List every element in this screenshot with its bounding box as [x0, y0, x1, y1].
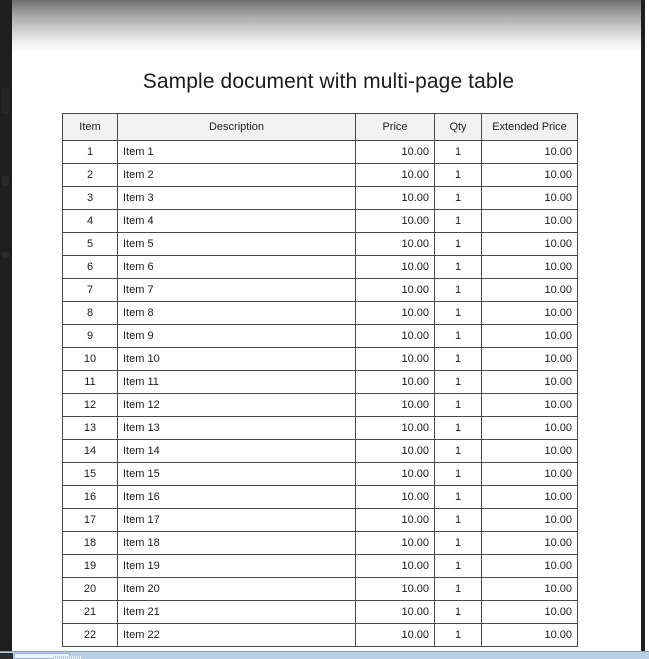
- cell-qty: 1: [435, 463, 482, 486]
- cell-price: 10.00: [356, 624, 435, 647]
- cell-qty: 1: [435, 486, 482, 509]
- taskbar-window-button[interactable]: [14, 653, 70, 659]
- cell-description: Item 7: [118, 279, 356, 302]
- rail-mark-icon: [2, 176, 9, 186]
- cell-extended_price: 10.00: [482, 601, 578, 624]
- column-header-price: Price: [356, 114, 435, 141]
- cell-description: Item 15: [118, 463, 356, 486]
- multi-page-table: [62, 113, 578, 647]
- cell-description: Item 19: [118, 555, 356, 578]
- cell-extended_price: 10.00: [482, 624, 578, 647]
- cell-description: Item 1: [118, 141, 356, 164]
- cell-extended_price: 10.00: [482, 164, 578, 187]
- cell-qty: 1: [435, 279, 482, 302]
- start-button[interactable]: [0, 653, 13, 659]
- cell-qty: 1: [435, 417, 482, 440]
- table-row: [63, 279, 578, 302]
- cell-item: 7: [63, 279, 118, 302]
- cell-extended_price: 10.00: [482, 578, 578, 601]
- cell-description: Item 3: [118, 187, 356, 210]
- cell-description: Item 5: [118, 233, 356, 256]
- cell-item: 9: [63, 325, 118, 348]
- cell-extended_price: 10.00: [482, 555, 578, 578]
- cell-extended_price: 10.00: [482, 279, 578, 302]
- cell-price: 10.00: [356, 302, 435, 325]
- cell-item: 5: [63, 233, 118, 256]
- cell-qty: 1: [435, 256, 482, 279]
- cell-qty: 1: [435, 233, 482, 256]
- cell-qty: 1: [435, 187, 482, 210]
- cell-price: 10.00: [356, 325, 435, 348]
- cell-price: 10.00: [356, 509, 435, 532]
- cell-extended_price: 10.00: [482, 348, 578, 371]
- cell-price: 10.00: [356, 486, 435, 509]
- column-header-item: Item: [63, 114, 118, 141]
- table-row: [63, 164, 578, 187]
- cell-qty: 1: [435, 555, 482, 578]
- cell-qty: 1: [435, 164, 482, 187]
- cell-extended_price: 10.00: [482, 233, 578, 256]
- cell-description: Item 18: [118, 532, 356, 555]
- cell-qty: 1: [435, 302, 482, 325]
- cell-item: 10: [63, 348, 118, 371]
- table-row: [63, 417, 578, 440]
- table-row: [63, 302, 578, 325]
- cell-description: Item 11: [118, 371, 356, 394]
- cell-item: 6: [63, 256, 118, 279]
- cell-extended_price: 10.00: [482, 394, 578, 417]
- table-row: [63, 555, 578, 578]
- table-row: [63, 394, 578, 417]
- cell-extended_price: 10.00: [482, 187, 578, 210]
- column-header-qty: Qty: [435, 114, 482, 141]
- cell-extended_price: 10.00: [482, 210, 578, 233]
- cell-qty: 1: [435, 371, 482, 394]
- cell-price: 10.00: [356, 555, 435, 578]
- table-row: [63, 601, 578, 624]
- cell-extended_price: 10.00: [482, 463, 578, 486]
- cell-item: 14: [63, 440, 118, 463]
- table-row: [63, 486, 578, 509]
- cell-description: Item 12: [118, 394, 356, 417]
- cell-price: 10.00: [356, 371, 435, 394]
- table-header-row: [63, 114, 578, 141]
- cell-description: Item 2: [118, 164, 356, 187]
- cell-extended_price: 10.00: [482, 486, 578, 509]
- cell-price: 10.00: [356, 348, 435, 371]
- table-row: [63, 256, 578, 279]
- viewport-right-edge: [641, 0, 645, 652]
- cell-item: 19: [63, 555, 118, 578]
- table-row: [63, 233, 578, 256]
- cell-extended_price: 10.00: [482, 440, 578, 463]
- cell-price: 10.00: [356, 463, 435, 486]
- cell-price: 10.00: [356, 440, 435, 463]
- cell-extended_price: 10.00: [482, 256, 578, 279]
- cell-description: Item 4: [118, 210, 356, 233]
- cell-item: 8: [63, 302, 118, 325]
- table-row: [63, 210, 578, 233]
- cell-description: Item 6: [118, 256, 356, 279]
- cell-price: 10.00: [356, 164, 435, 187]
- table-container: [62, 113, 577, 647]
- page-title: Sample document with multi-page table: [142, 70, 515, 94]
- cell-qty: 1: [435, 141, 482, 164]
- document-viewport[interactable]: [12, 0, 645, 652]
- rail-mark-icon: [2, 252, 9, 258]
- cell-price: 10.00: [356, 279, 435, 302]
- cell-description: Item 13: [118, 417, 356, 440]
- cell-qty: 1: [435, 509, 482, 532]
- cell-extended_price: 10.00: [482, 325, 578, 348]
- cell-item: 3: [63, 187, 118, 210]
- cell-extended_price: 10.00: [482, 532, 578, 555]
- table-row: [63, 325, 578, 348]
- table-row: [63, 348, 578, 371]
- column-header-extended-price: Extended Price: [482, 114, 578, 141]
- cell-extended_price: 10.00: [482, 302, 578, 325]
- cell-description: Item 22: [118, 624, 356, 647]
- table-row: [63, 371, 578, 394]
- cell-description: Item 21: [118, 601, 356, 624]
- cell-item: 13: [63, 417, 118, 440]
- cell-item: 1: [63, 141, 118, 164]
- cell-price: 10.00: [356, 532, 435, 555]
- document-page: [12, 0, 645, 652]
- column-header-description: Description: [118, 114, 356, 141]
- cell-item: 2: [63, 164, 118, 187]
- table-body: [63, 141, 578, 647]
- cell-item: 15: [63, 463, 118, 486]
- cell-price: 10.00: [356, 210, 435, 233]
- cell-price: 10.00: [356, 256, 435, 279]
- cell-qty: 1: [435, 394, 482, 417]
- cell-qty: 1: [435, 601, 482, 624]
- table-row: [63, 532, 578, 555]
- cell-item: 11: [63, 371, 118, 394]
- table-row: [63, 578, 578, 601]
- cell-extended_price: 10.00: [482, 371, 578, 394]
- cell-qty: 1: [435, 578, 482, 601]
- cell-item: 17: [63, 509, 118, 532]
- cell-qty: 1: [435, 532, 482, 555]
- cell-price: 10.00: [356, 394, 435, 417]
- cell-price: 10.00: [356, 578, 435, 601]
- table-row: [63, 187, 578, 210]
- cell-description: Item 9: [118, 325, 356, 348]
- cell-price: 10.00: [356, 417, 435, 440]
- cell-qty: 1: [435, 440, 482, 463]
- cell-description: Item 8: [118, 302, 356, 325]
- cell-description: Item 17: [118, 509, 356, 532]
- cell-description: Item 10: [118, 348, 356, 371]
- cell-item: 16: [63, 486, 118, 509]
- table-row: [63, 624, 578, 647]
- cell-qty: 1: [435, 210, 482, 233]
- cell-item: 18: [63, 532, 118, 555]
- cell-description: Item 20: [118, 578, 356, 601]
- cell-item: 12: [63, 394, 118, 417]
- cell-extended_price: 10.00: [482, 417, 578, 440]
- cell-price: 10.00: [356, 141, 435, 164]
- cell-extended_price: 10.00: [482, 509, 578, 532]
- table-row: [63, 440, 578, 463]
- cell-price: 10.00: [356, 601, 435, 624]
- cell-item: 20: [63, 578, 118, 601]
- table-row: [63, 463, 578, 486]
- cell-qty: 1: [435, 325, 482, 348]
- cell-qty: 1: [435, 348, 482, 371]
- app-rail[interactable]: [0, 0, 12, 652]
- cell-description: Item 14: [118, 440, 356, 463]
- cell-extended_price: 10.00: [482, 141, 578, 164]
- cell-item: 4: [63, 210, 118, 233]
- table-row: [63, 509, 578, 532]
- cell-price: 10.00: [356, 233, 435, 256]
- table-header: [63, 114, 578, 141]
- cell-item: 21: [63, 601, 118, 624]
- rail-mark-icon: [2, 88, 9, 114]
- cell-qty: 1: [435, 624, 482, 647]
- taskbar[interactable]: [0, 651, 649, 659]
- table-row: [63, 141, 578, 164]
- cell-description: Item 16: [118, 486, 356, 509]
- cell-price: 10.00: [356, 187, 435, 210]
- cell-item: 22: [63, 624, 118, 647]
